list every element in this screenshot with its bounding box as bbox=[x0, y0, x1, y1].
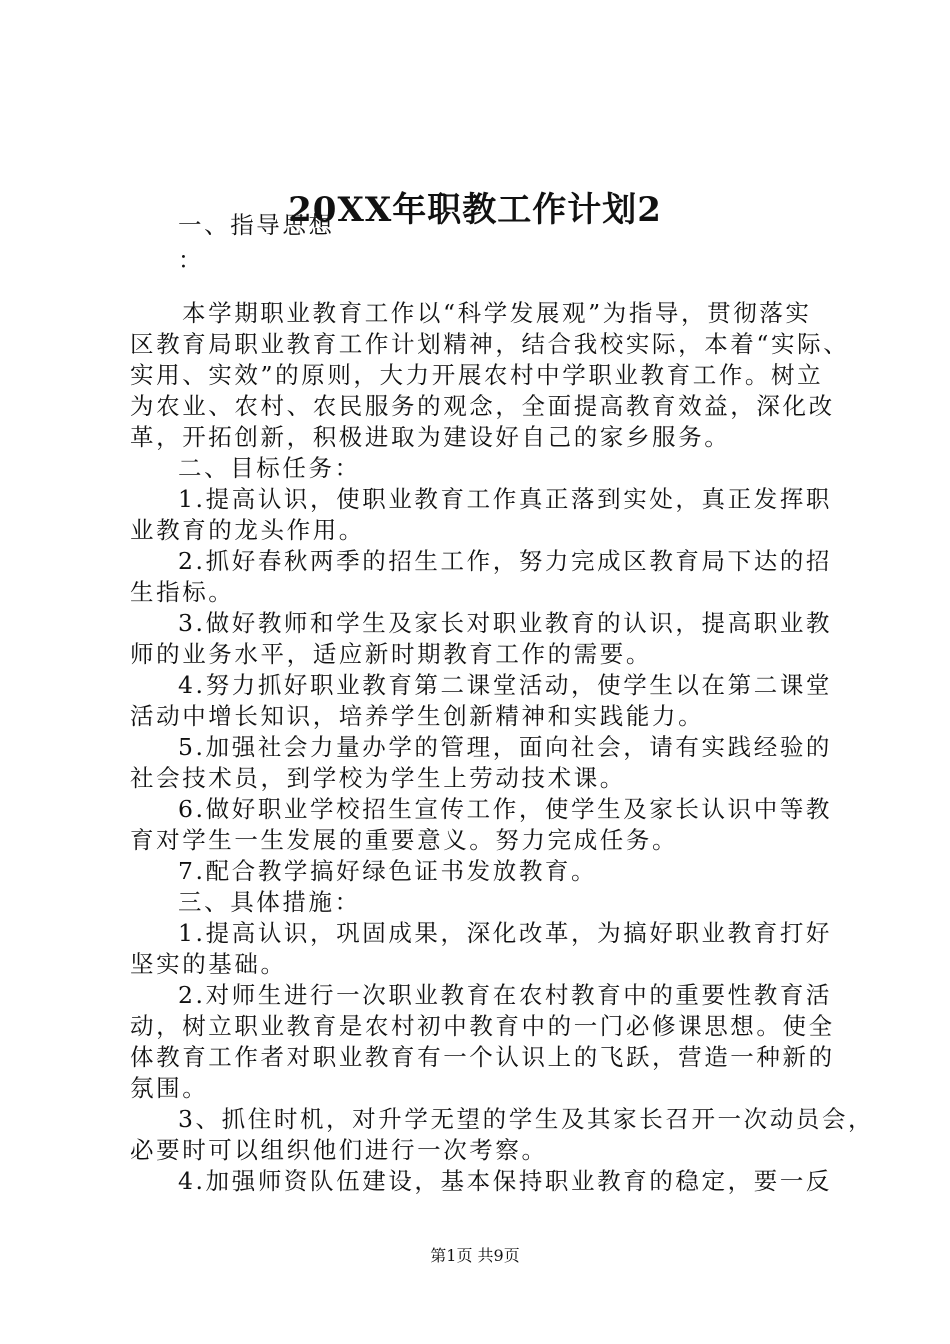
list-item: 4.努力抓好职业教育第二课堂活动，使学生以在第二课堂 bbox=[178, 671, 833, 699]
list-item: 3.做好教师和学生及家长对职业教育的认识，提高职业教 bbox=[178, 609, 833, 637]
paragraph-line: 必要时可以组织他们进行一次考察。 bbox=[130, 1136, 548, 1164]
paragraph-line: 社会技术员，到学校为学生上劳动技术课。 bbox=[130, 764, 626, 792]
section-heading-2: 二、目标任务： bbox=[178, 454, 361, 482]
section-heading-3: 三、具体措施： bbox=[178, 888, 361, 916]
paragraph-line: 师的业务水平，适应新时期教育工作的需要。 bbox=[130, 640, 652, 668]
paragraph-line: 生指标。 bbox=[130, 578, 235, 606]
list-item: 1.提高认识，使职业教育工作真正落到实处，真正发挥职 bbox=[178, 485, 833, 513]
list-item: 2.抓好春秋两季的招生工作，努力完成区教育局下达的招 bbox=[178, 547, 833, 575]
list-item: 1.提高认识，巩固成果，深化改革，为搞好职业教育打好 bbox=[178, 919, 833, 947]
list-item: 7.配合教学搞好绿色证书发放教育。 bbox=[178, 857, 598, 885]
list-item: 2.对师生进行一次职业教育在农村教育中的重要性教育活 bbox=[178, 981, 833, 1009]
paragraph-line: 坚实的基础。 bbox=[130, 950, 287, 978]
paragraph-line: 活动中增长知识，培养学生创新精神和实践能力。 bbox=[130, 702, 705, 730]
paragraph-line: 氛围。 bbox=[130, 1074, 209, 1102]
list-item: 3、抓住时机，对升学无望的学生及其家长召开一次动员会， bbox=[178, 1105, 875, 1133]
paragraph-line: 育对学生一生发展的重要意义。努力完成任务。 bbox=[130, 826, 679, 854]
document-title: 20XX年职教工作计划2 bbox=[288, 190, 662, 230]
page-footer: 第1页 共9页 bbox=[430, 1246, 520, 1265]
paragraph-line: 本学期职业教育工作以“科学发展观”为指导，贯彻落实 bbox=[182, 299, 812, 327]
paragraph-line: 体教育工作者对职业教育有一个认识上的飞跃，营造一种新的 bbox=[130, 1043, 835, 1071]
paragraph-line: 区教育局职业教育工作计划精神，结合我校实际，本着“实际、 bbox=[130, 330, 850, 358]
paragraph-line: 为农业、农村、农民服务的观念，全面提高教育效益，深化改 bbox=[130, 392, 835, 420]
paragraph-line: 动，树立职业教育是农村初中教育中的一门必修课思想。使全 bbox=[130, 1012, 835, 1040]
paragraph-line: 实用、实效”的原则，大力开展农村中学职业教育工作。树立 bbox=[130, 361, 824, 389]
paragraph-line: ： bbox=[178, 246, 205, 274]
list-item: 5.加强社会力量办学的管理，面向社会，请有实践经验的 bbox=[178, 733, 833, 761]
section-heading-1: 一、指导思想 bbox=[178, 211, 335, 239]
paragraph-line: 业教育的龙头作用。 bbox=[130, 516, 365, 544]
list-item: 4.加强师资队伍建设，基本保持职业教育的稳定，要一反 bbox=[178, 1167, 833, 1195]
list-item: 6.做好职业学校招生宣传工作，使学生及家长认识中等教 bbox=[178, 795, 833, 823]
paragraph-line: 革，开拓创新，积极进取为建设好自己的家乡服务。 bbox=[130, 423, 731, 451]
